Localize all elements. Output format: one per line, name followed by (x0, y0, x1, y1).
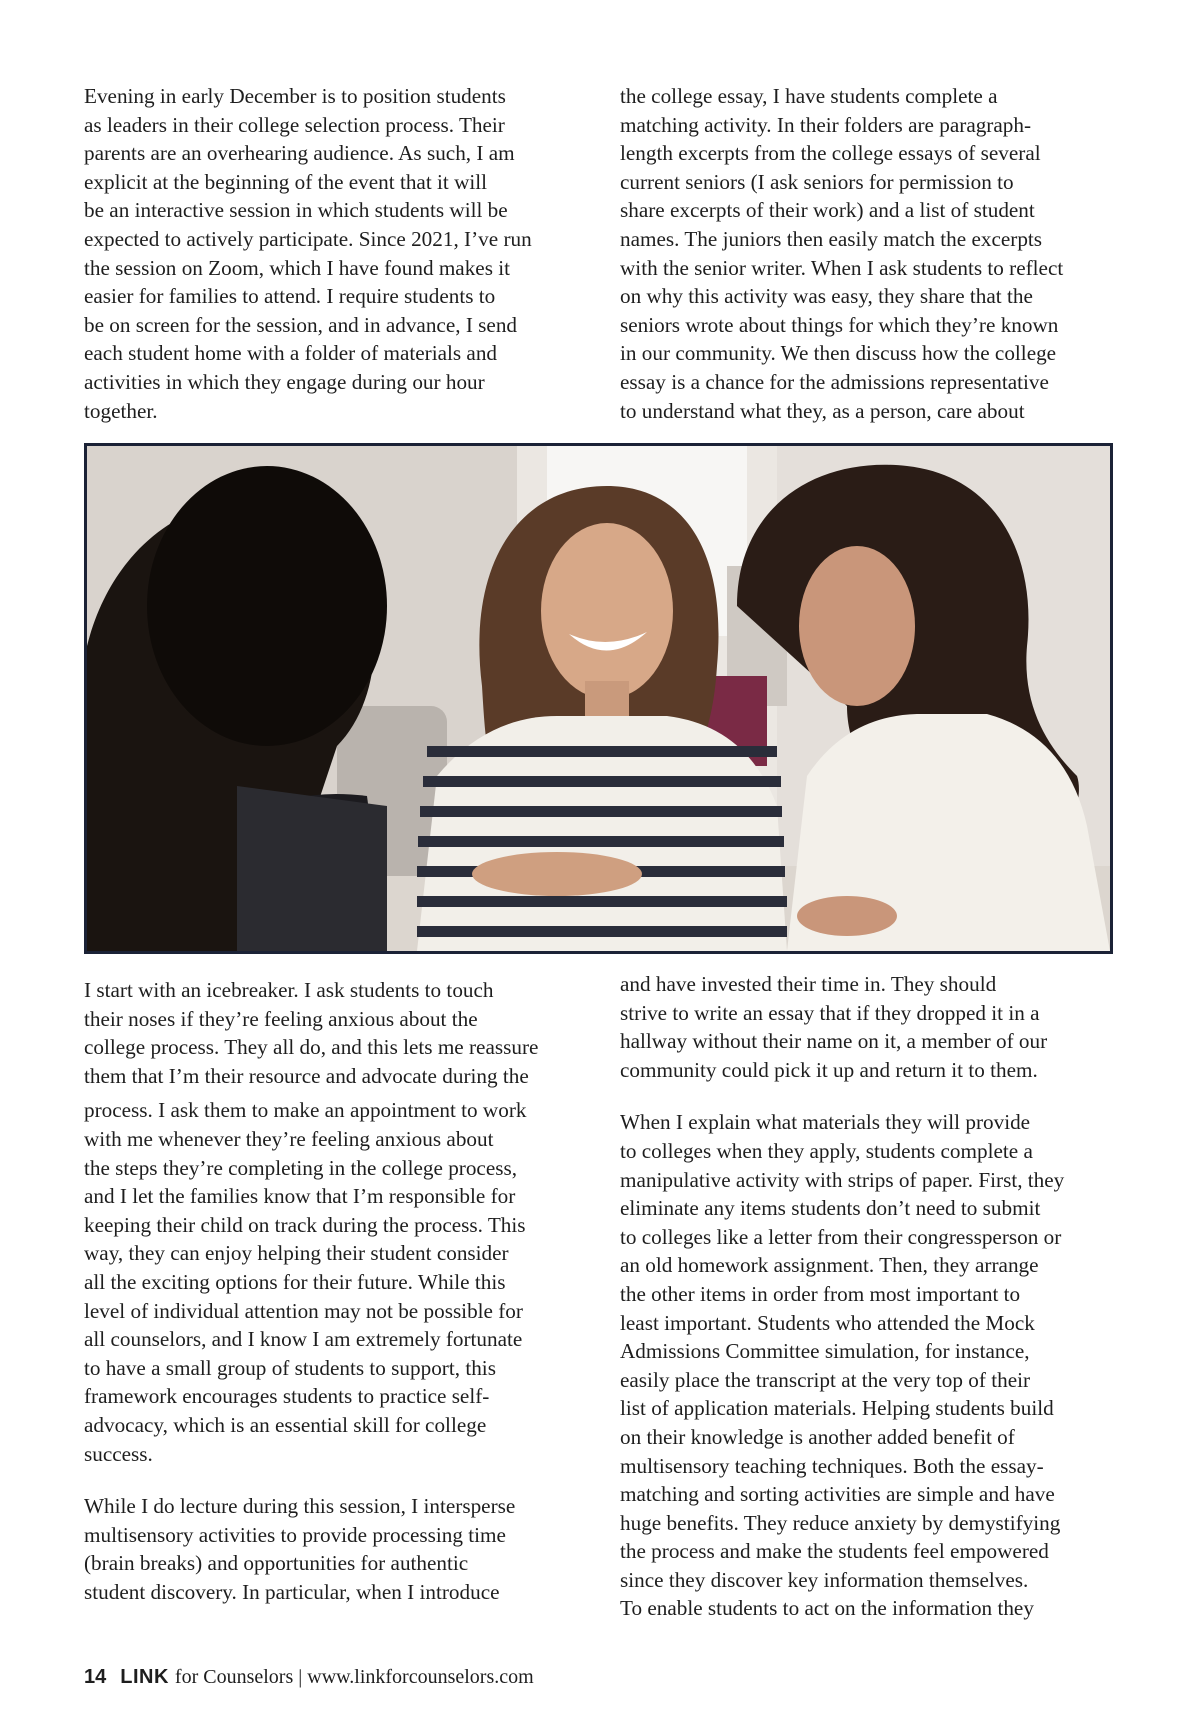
text-line: on their knowledge is another added benefit of (620, 1424, 1015, 1449)
text-line: I start with an icebreaker. I ask students to touch (84, 978, 494, 1002)
text-line: their noses if they’re feeling anxious about the (84, 1006, 478, 1031)
text-line: the session on Zoom, which I have found makes it (84, 255, 511, 280)
text-line: to understand what they, as a person, care about (620, 398, 1025, 423)
text-line: way, they can enjoy helping their student consider (84, 1241, 509, 1266)
text-line: Evening in early December is to position students (84, 84, 506, 108)
text-line: When I explain what materials they will provide (620, 1110, 1031, 1135)
text-line: eliminate any items students don’t need to submit (620, 1196, 1041, 1221)
text-line: manipulative activity with strips of paper. First, they (620, 1167, 1065, 1192)
article-photo (84, 443, 1113, 954)
text-line: community could pick it up and return it to them. (620, 1057, 1038, 1082)
paragraph-appointment (84, 1096, 584, 1468)
text-line: expected to actively participate. Since 2021, I’ve run (84, 226, 532, 251)
photo-illustration (87, 446, 1110, 951)
text-line: the other items in order from most important to (620, 1281, 1021, 1306)
text-line: as leaders in their college selection process. Their (84, 112, 505, 137)
text-line: framework encourages students to practice self- (84, 1384, 490, 1409)
text-line: the college essay, I have students complete a (620, 84, 998, 108)
text-line: strive to write an essay that if they dropped it in a (620, 1000, 1040, 1025)
text-line: (brain breaks) and opportunities for authentic (84, 1551, 469, 1576)
text-line: all the exciting options for their future. While this (84, 1269, 506, 1294)
text-line: parents are an overhearing audience. As such, I am (84, 141, 515, 166)
text-line: each student home with a folder of materials and (84, 341, 498, 366)
top-right-column (620, 82, 1120, 425)
text-line: matching and sorting activities are simple and have (620, 1482, 1055, 1507)
text-line: explicit at the beginning of the event that it will (84, 169, 488, 194)
text-line: share excerpts of their work) and a list of student (620, 198, 1035, 223)
text-line: college process. They all do, and this lets me reassure (84, 1035, 539, 1060)
page-footer (84, 1666, 534, 1689)
text-line: While I do lecture during this session, I intersperse (84, 1494, 516, 1519)
text-line: all counselors, and I know I am extremely fortunate (84, 1327, 523, 1352)
text-line: easily place the transcript at the very top of their (620, 1367, 1031, 1392)
text-line: huge benefits. They reduce anxiety by demystifying (620, 1510, 1061, 1535)
text-line: on why this activity was easy, they share that the (620, 284, 1033, 309)
text-line: the steps they’re completing in the college process, (84, 1155, 518, 1180)
page-number: 14 (84, 1666, 107, 1688)
paragraph-essay (620, 970, 1120, 1084)
text-line: with the senior writer. When I ask students to reflect (620, 255, 1064, 280)
text-line: success. (84, 1441, 153, 1466)
text-line: easier for families to attend. I require students to (84, 284, 496, 309)
paragraph-icebreaker (84, 976, 584, 1090)
text-line: process. I ask them to make an appointment to work (84, 1098, 527, 1123)
paragraph-materials (620, 1108, 1120, 1623)
text-line: hallway without their name on it, a member of our (620, 1029, 1048, 1054)
top-right-paragraph (620, 82, 1120, 425)
text-line: current seniors (I ask seniors for permission to (620, 169, 1014, 194)
text-line: be an interactive session in which students will be (84, 198, 508, 223)
text-line: length excerpts from the college essays of several (620, 141, 1041, 166)
text-line: to colleges like a letter from their congressperson or (620, 1224, 1062, 1249)
bottom-left-column (84, 976, 584, 1606)
text-line: an old homework assignment. Then, they arrange (620, 1253, 1039, 1278)
text-line: and I let the families know that I’m responsible for (84, 1184, 516, 1209)
footer-brand: LINK (120, 1666, 169, 1688)
text-line: level of individual attention may not be possible for (84, 1298, 523, 1323)
text-line: advocacy, which is an essential skill for college (84, 1412, 487, 1437)
text-line: seniors wrote about things for which they’re known (620, 312, 1059, 337)
text-line: since they discover key information themselves. (620, 1567, 1029, 1592)
text-line: least important. Students who attended the Mock (620, 1310, 1035, 1335)
text-line: student discovery. In particular, when I introduce (84, 1579, 500, 1604)
text-line: together. (84, 398, 158, 423)
text-line: to have a small group of students to support, this (84, 1355, 496, 1380)
text-line: with me whenever they’re feeling anxious about (84, 1126, 494, 1151)
text-line: names. The juniors then easily match the excerpts (620, 226, 1043, 251)
text-line: activities in which they engage during our hour (84, 369, 485, 394)
text-line: To enable students to act on the information they (620, 1596, 1034, 1621)
text-line: them that I’m their resource and advocate during the (84, 1063, 529, 1088)
text-line: multisensory activities to provide processing time (84, 1522, 506, 1547)
text-line: the process and make the students feel empowered (620, 1539, 1049, 1564)
text-line: matching activity. In their folders are paragraph- (620, 112, 1032, 137)
paragraph-lecture (84, 1492, 584, 1606)
footer-text: for Counselors | www.linkforcounselors.com (174, 1666, 534, 1688)
text-line: in our community. We then discuss how the college (620, 341, 1057, 366)
text-line: essay is a chance for the admissions representative (620, 369, 1049, 394)
text-line: Admissions Committee simulation, for instance, (620, 1339, 1030, 1364)
top-left-paragraph (84, 82, 584, 425)
bottom-right-column (620, 970, 1120, 1623)
text-line: and have invested their time in. They should (620, 972, 997, 996)
text-line: keeping their child on track during the process. This (84, 1212, 526, 1237)
text-line: multisensory teaching techniques. Both the essay- (620, 1453, 1044, 1478)
text-line: to colleges when they apply, students complete a (620, 1138, 1033, 1163)
text-line: list of application materials. Helping students build (620, 1396, 1054, 1421)
text-line: be on screen for the session, and in advance, I send (84, 312, 518, 337)
top-left-column (84, 82, 584, 425)
